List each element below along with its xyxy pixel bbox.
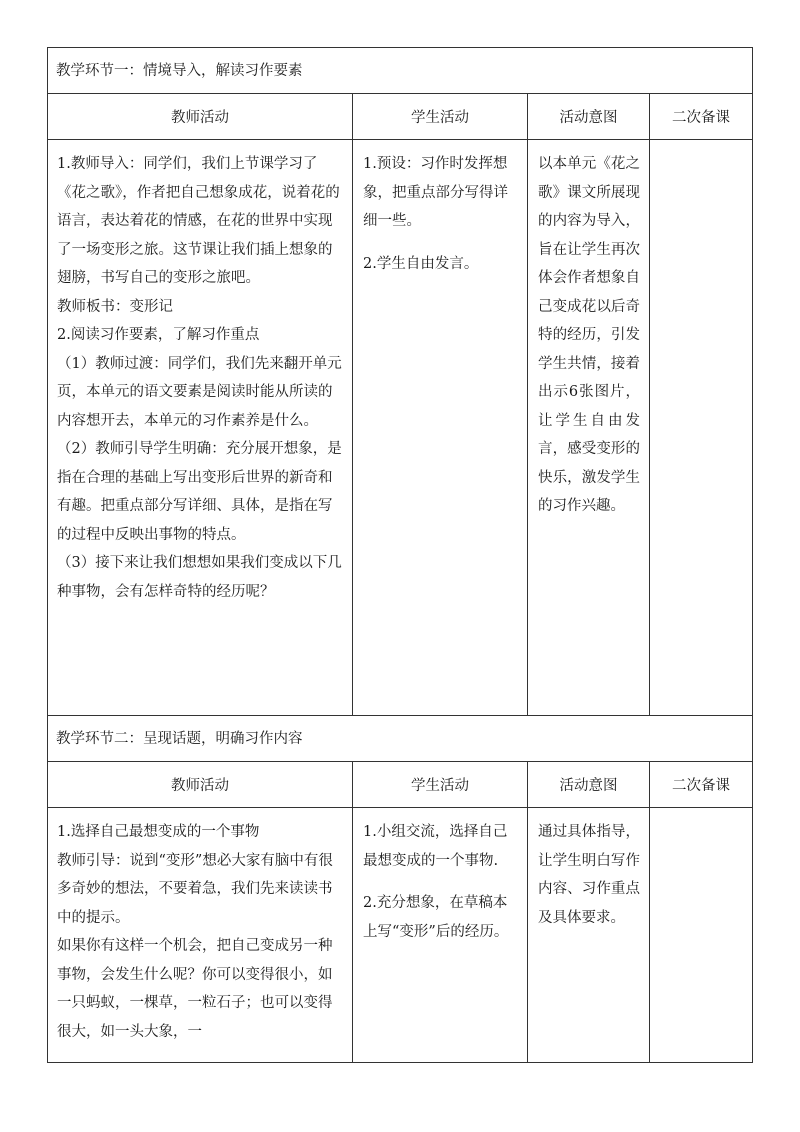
student-paragraph: 1.预设：习作时发挥想象，把重点部分写得详细一些。 <box>363 156 508 229</box>
lesson-plan-table <box>47 47 753 1063</box>
student-paragraph: 2.学生自由发言。 <box>363 255 479 272</box>
student-paragraph: 2.充分想象，在草稿本上写“变形”后的经历。 <box>363 895 509 940</box>
header-student-activity: 学生活动 <box>353 94 528 140</box>
teacher-paragraph: 1.选择自己最想变成的一个事物 <box>57 824 260 840</box>
header-activity-intent: 活动意图 <box>528 762 650 808</box>
student-paragraph: 1.小组交流，选择自己最想变成的一个事物. <box>363 824 508 869</box>
header-teacher-activity: 教师活动 <box>48 762 353 808</box>
section2-activity-intent <box>528 808 650 1063</box>
header-student-activity: 学生活动 <box>353 762 528 808</box>
section1-student-activity <box>353 140 528 716</box>
header-second-prep: 二次备课 <box>650 94 753 140</box>
intent-paragraph: 通过具体指导，让学生明白写作内容、习作重点及具体要求。 <box>538 824 640 926</box>
teacher-paragraph: （1）教师过渡：同学们，我们先来翻开单元页，本单元的语文要素是阅读时能从所读的内容想开去，本单元的习作素养是什么。 <box>57 355 342 429</box>
teacher-paragraph: 教师引导：说到“变形”想必大家有脑中有很多奇妙的想法，不要着急，我们先来读读书中的提示。 <box>57 852 333 926</box>
teacher-paragraph: （2）教师引导学生明确：充分展开想象，是指在合理的基础上写出变形后世界的新奇和有趣。把重点部分写详细、具体，是指在写的过程中反映出事物的特点。 <box>57 441 342 543</box>
section2-teacher-activity <box>48 808 353 1063</box>
teacher-paragraph: （3）接下来让我们想想如果我们变成以下几种事物，会有怎样奇特的经历呢？ <box>57 555 342 600</box>
teacher-paragraph: 1.教师导入：同学们，我们上节课学习了《花之歌》，作者把自己想象成花，说着花的语言，表达着花的情感，在花的世界中实现了一场变形之旅。这节课让我们插上想象的翅膀，书写自己的变形之旅吧。 <box>57 156 340 286</box>
intent-paragraph: 以本单元《花之歌》课文所展现的内容为导入，旨在让学生再次体会作者想象自己变成花以后奇特的经历，引发学生共情，接着出示6张图片，让学生自由发言，感受变形的快乐，激发学生的习作兴趣。 <box>538 156 640 514</box>
section2-title: 教学环节二：呈现话题，明确习作内容 <box>48 716 753 762</box>
teacher-paragraph: 如果你有这样一个机会，把自己变成另一种事物，会发生什么呢？你可以变得很小，如一只蚂蚁，一棵草，一粒石子；也可以变得很大，如一头大象，一 <box>57 938 333 1040</box>
section1-title: 教学环节一：情境导入，解读习作要素 <box>48 48 753 94</box>
section1-teacher-activity <box>48 140 353 716</box>
header-activity-intent: 活动意图 <box>528 94 650 140</box>
teacher-paragraph: 教师板书：变形记 <box>57 298 173 315</box>
header-teacher-activity: 教师活动 <box>48 94 353 140</box>
section2-student-activity <box>353 808 528 1063</box>
section2-second-prep <box>650 808 753 1063</box>
section1-second-prep <box>650 140 753 716</box>
teacher-paragraph: 2.阅读习作要素，了解习作重点 <box>57 327 260 343</box>
section1-activity-intent <box>528 140 650 716</box>
header-second-prep: 二次备课 <box>650 762 753 808</box>
